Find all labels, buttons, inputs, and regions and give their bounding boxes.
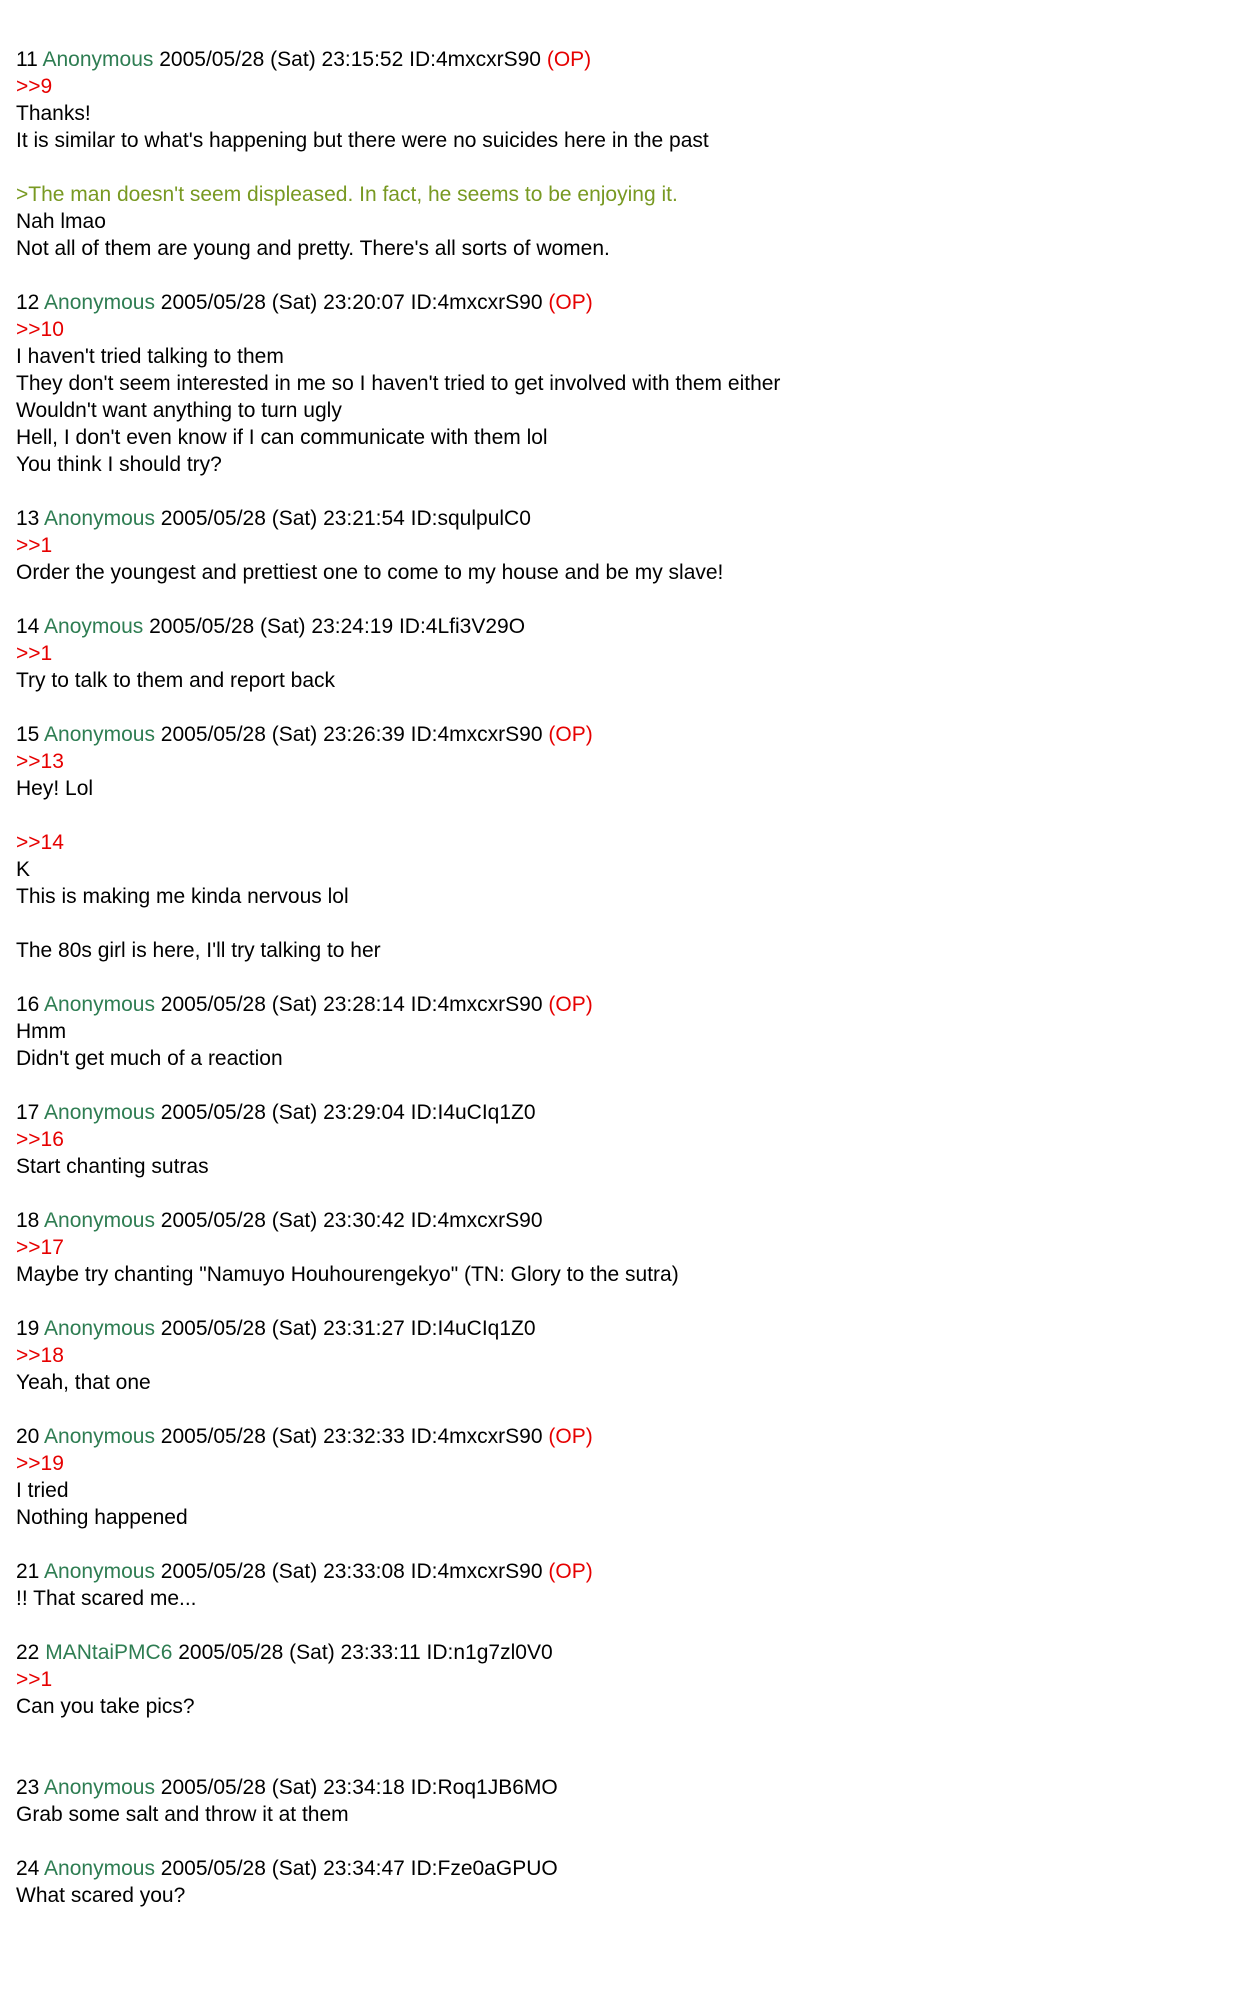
post-meta: 2005/05/28 (Sat) 23:15:52 ID:4mxcxrS90 [159,48,541,71]
post-text: Yeah, that one [16,1371,151,1394]
post-meta: 2005/05/28 (Sat) 23:30:42 ID:4mxcxrS90 [160,1209,543,1232]
post-separator [16,586,1236,613]
post-meta: 2005/05/28 (Sat) 23:34:47 ID:Fze0aGPUO [160,1857,558,1880]
post-text: They don't seem interested in me so I haven't tried to get involved with them either [16,372,781,395]
post-text: Maybe try chanting "Namuyo Houhourengekyo" (TN: Glory to the sutra) [16,1263,679,1286]
post [16,1639,1236,1747]
post-text: Can you take pics? [16,1695,195,1718]
post [16,1207,1236,1288]
thread [16,46,1236,1909]
post [16,1558,1236,1612]
post [16,1423,1236,1531]
post-number: 14 [16,615,40,638]
post [16,1855,1236,1909]
post-separator [16,1612,1236,1639]
poster-name: Anonymous [44,1209,155,1232]
post [16,613,1236,694]
reply-link[interactable]: >>17 [16,1236,64,1259]
post-text: Hmm [16,1020,67,1043]
post-text: !! That scared me... [16,1587,197,1610]
op-tag: (OP) [548,993,593,1016]
reply-link[interactable]: >>1 [16,534,53,557]
post [16,1774,1236,1828]
post-number: 12 [16,291,40,314]
post-header [16,289,1236,316]
post-text: Start chanting sutras [16,1155,209,1178]
post-meta: 2005/05/28 (Sat) 23:31:27 ID:I4uCIq1Z0 [160,1317,536,1340]
blank-line [16,802,1236,829]
post-text: Thanks! [16,102,91,125]
post-separator [16,1531,1236,1558]
post-text: K [16,858,31,881]
post-meta: 2005/05/28 (Sat) 23:34:18 ID:Roq1JB6MO [160,1776,558,1799]
post-separator [16,262,1236,289]
post-text: Order the youngest and prettiest one to come to my house and be my slave! [16,561,724,584]
op-tag: (OP) [546,48,592,71]
post [16,991,1236,1072]
poster-name: Anonymous [44,507,155,530]
post-header [16,505,1236,532]
poster-name: Anonymous [42,48,154,71]
post [16,505,1236,586]
reply-link[interactable]: >>9 [16,75,53,98]
blank-line [16,1720,1236,1747]
post-text: Grab some salt and throw it at them [16,1803,349,1826]
post-number: 21 [16,1560,40,1583]
post-separator [16,694,1236,721]
post-separator [16,1747,1236,1774]
post-text: I haven't tried talking to them [16,345,284,368]
post-text: Not all of them are young and pretty. There's all sorts of women. [16,237,610,260]
post-number: 22 [16,1641,40,1664]
post-header [16,1774,1236,1801]
post-meta: 2005/05/28 (Sat) 23:20:07 ID:4mxcxrS90 [160,291,543,314]
post-meta: 2005/05/28 (Sat) 23:28:14 ID:4mxcxrS90 [160,993,543,1016]
post-text: The 80s girl is here, I'll try talking to her [16,939,381,962]
post-header [16,1558,1236,1585]
poster-name: Anonymous [44,291,155,314]
post-header [16,1315,1236,1342]
post-header [16,1855,1236,1882]
poster-name: Anonymous [44,1560,155,1583]
post-text: It is similar to what's happening but there were no suicides here in the past [16,129,709,152]
reply-link[interactable]: >>18 [16,1344,64,1367]
post-number: 24 [16,1857,40,1880]
post [16,1099,1236,1180]
post-meta: 2005/05/28 (Sat) 23:26:39 ID:4mxcxrS90 [160,723,543,746]
poster-name: Anonymous [44,1101,155,1124]
post-number: 15 [16,723,40,746]
post-text: Nothing happened [16,1506,188,1529]
poster-name: MANtaiPMC6 [45,1641,173,1664]
greentext-quote: >The man doesn't seem displeased. In fact, he seems to be enjoying it. [16,183,678,206]
poster-name: Anonymous [44,1776,155,1799]
post-meta: 2005/05/28 (Sat) 23:24:19 ID:4Lfi3V29O [149,615,526,638]
blank-line [16,910,1236,937]
post-number: 16 [16,993,40,1016]
post-text: Try to talk to them and report back [16,669,336,692]
post-header [16,1207,1236,1234]
post-meta: 2005/05/28 (Sat) 23:32:33 ID:4mxcxrS90 [160,1425,543,1448]
post [16,721,1236,964]
post-header [16,613,1236,640]
post-header [16,1099,1236,1126]
reply-link[interactable]: >>10 [16,318,64,341]
post-number: 20 [16,1425,40,1448]
post-header [16,46,1236,73]
post-number: 17 [16,1101,40,1124]
post-header [16,991,1236,1018]
post-number: 23 [16,1776,40,1799]
post-meta: 2005/05/28 (Sat) 23:33:11 ID:n1g7zl0V0 [178,1641,553,1664]
post-meta: 2005/05/28 (Sat) 23:29:04 ID:I4uCIq1Z0 [160,1101,536,1124]
post-separator [16,1072,1236,1099]
poster-name: Anoymous [44,615,144,638]
op-tag: (OP) [548,1425,593,1448]
post-text: Didn't get much of a reaction [16,1047,283,1070]
post-number: 13 [16,507,40,530]
poster-name: Anonymous [44,1857,155,1880]
post-text: Wouldn't want anything to turn ugly [16,399,342,422]
post-text: I tried [16,1479,69,1502]
post-header [16,1423,1236,1450]
op-tag: (OP) [548,723,593,746]
reply-link[interactable]: >>1 [16,642,53,665]
post-number: 19 [16,1317,40,1340]
post-number: 11 [16,48,38,71]
post-separator [16,478,1236,505]
post-separator [16,1180,1236,1207]
post-separator [16,1396,1236,1423]
post-meta: 2005/05/28 (Sat) 23:21:54 ID:squlpulC0 [160,507,531,530]
reply-link[interactable]: >>14 [16,831,64,854]
post [16,1315,1236,1396]
poster-name: Anonymous [44,1317,155,1340]
post-header [16,1639,1236,1666]
post-text: What scared you? [16,1884,186,1907]
post [16,289,1236,478]
post-text: Nah lmao [16,210,106,233]
op-tag: (OP) [548,291,593,314]
reply-link[interactable]: >>13 [16,750,64,773]
reply-link[interactable]: >>16 [16,1128,64,1151]
poster-name: Anonymous [44,723,155,746]
post-text: This is making me kinda nervous lol [16,885,349,908]
post-text: Hell, I don't even know if I can communicate with them lol [16,426,548,449]
post-separator [16,964,1236,991]
post-separator [16,1288,1236,1315]
post [16,46,1236,262]
post-header [16,721,1236,748]
poster-name: Anonymous [44,1425,155,1448]
post-separator [16,1828,1236,1855]
post-meta: 2005/05/28 (Sat) 23:33:08 ID:4mxcxrS90 [160,1560,543,1583]
blank-line [16,154,1236,181]
reply-link[interactable]: >>19 [16,1452,64,1475]
post-text: Hey! Lol [16,777,94,800]
reply-link[interactable]: >>1 [16,1668,53,1691]
poster-name: Anonymous [44,993,155,1016]
post-text: You think I should try? [16,453,222,476]
op-tag: (OP) [548,1560,593,1583]
post-number: 18 [16,1209,40,1232]
